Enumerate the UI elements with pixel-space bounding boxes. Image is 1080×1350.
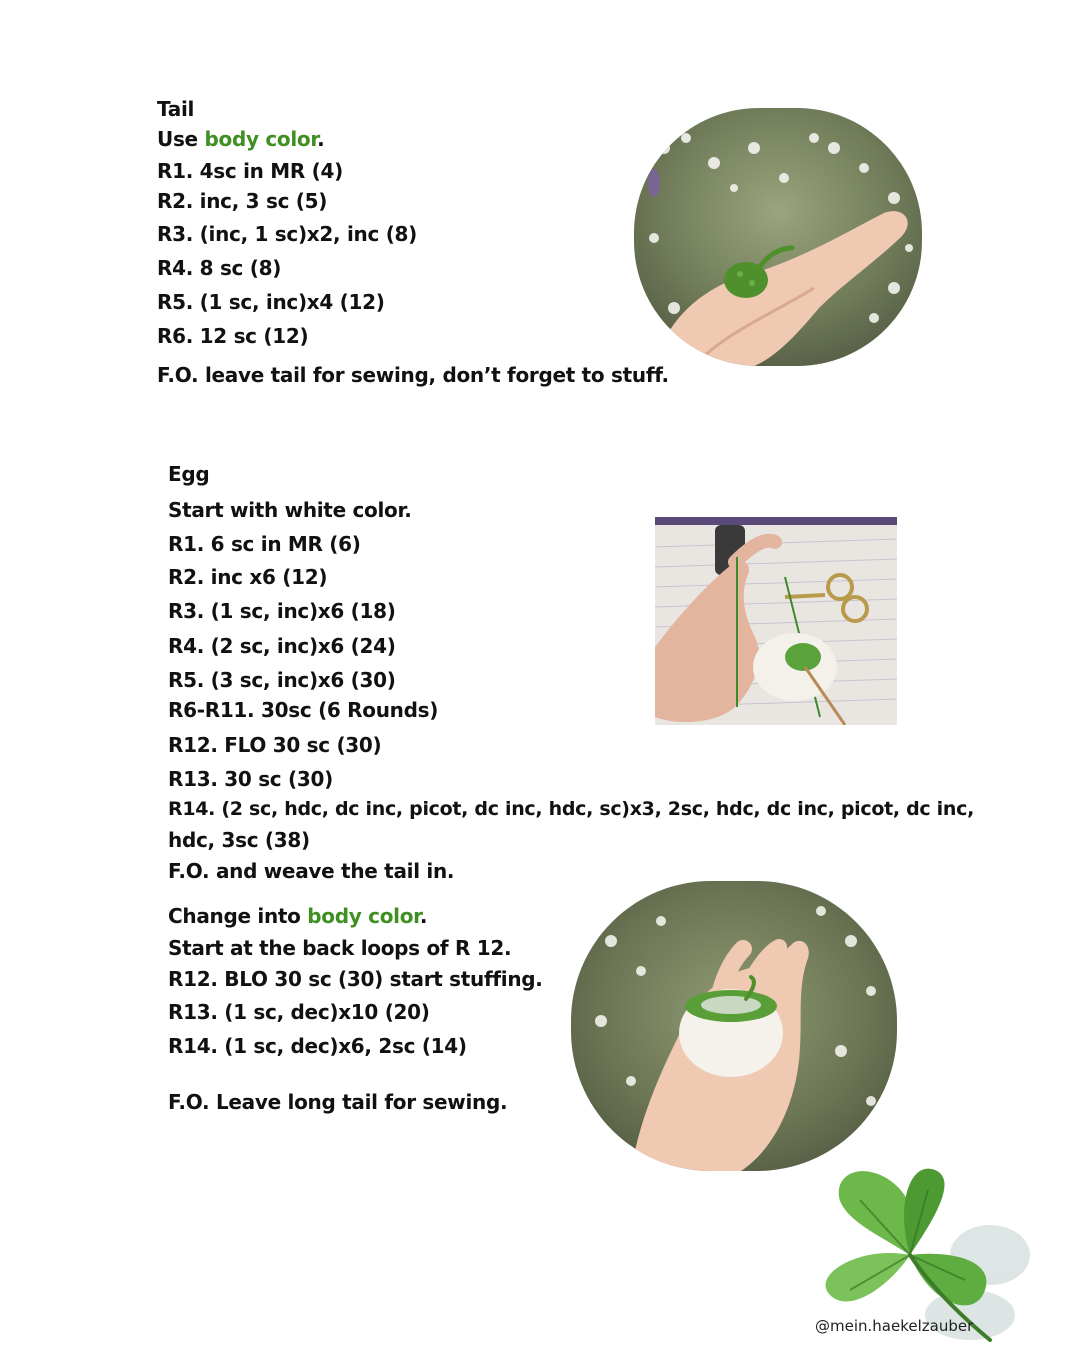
- egg-row: R2. inc x6 (12): [168, 565, 328, 589]
- egg-title: Egg: [168, 462, 210, 486]
- body-start: Start at the back loops of R 12.: [168, 936, 512, 960]
- egg-row: R5. (3 sc, inc)x6 (30): [168, 668, 396, 692]
- tail-use-prefix: Use: [157, 127, 205, 151]
- change-color-line: [168, 903, 427, 929]
- egg-row: R13. 30 sc (30): [168, 767, 333, 791]
- body-row: R14. (1 sc, dec)x6, 2sc (14): [168, 1034, 467, 1058]
- body-photo-image: [571, 881, 897, 1171]
- tail-row: R2. inc, 3 sc (5): [157, 189, 328, 213]
- body-row: R12. BLO 30 sc (30) start stuffing.: [168, 967, 543, 991]
- tail-row: R6. 12 sc (12): [157, 324, 309, 348]
- egg-row-14-line2: hdc, 3sc (38): [168, 828, 310, 852]
- body-photo: [571, 881, 897, 1171]
- credit-handle: @mein.haekelzauber: [815, 1317, 974, 1335]
- tail-title: Tail: [157, 97, 195, 121]
- tail-row: R3. (inc, 1 sc)x2, inc (8): [157, 222, 417, 246]
- tail-use-line: [157, 126, 324, 152]
- tail-photo: [634, 108, 922, 366]
- egg-row: R12. FLO 30 sc (30): [168, 733, 382, 757]
- tail-use-suffix: .: [317, 127, 325, 151]
- change-prefix: Change into: [168, 904, 308, 928]
- tail-finish: F.O. leave tail for sewing, don’t forget to stuff.: [157, 363, 669, 387]
- tail-row: R4. 8 sc (8): [157, 256, 282, 280]
- change-suffix: .: [419, 904, 428, 928]
- egg-row: R1. 6 sc in MR (6): [168, 532, 361, 556]
- egg-row: R6-R11. 30sc (6 Rounds): [168, 698, 439, 722]
- egg-photo-image: [655, 517, 897, 725]
- tail-row: R5. (1 sc, inc)x4 (12): [157, 290, 385, 314]
- egg-start: Start with white color.: [168, 498, 412, 522]
- body-row: R13. (1 sc, dec)x10 (20): [168, 1000, 430, 1024]
- tail-body-color: body color: [204, 127, 318, 151]
- egg-row: R4. (2 sc, inc)x6 (24): [168, 634, 396, 658]
- egg-row: R3. (1 sc, inc)x6 (18): [168, 599, 396, 623]
- egg-photo: [655, 517, 897, 725]
- tail-photo-image: [634, 108, 922, 366]
- body-finish: F.O. Leave long tail for sewing.: [168, 1090, 508, 1114]
- egg-row-14-line1: R14. (2 sc, hdc, dc inc, picot, dc inc, hdc, sc)x3, 2sc, hdc, dc inc, picot, dc inc,: [168, 798, 975, 820]
- tail-row: R1. 4sc in MR (4): [157, 159, 343, 183]
- egg-finish: F.O. and weave the tail in.: [168, 859, 455, 883]
- change-body-color: body color: [307, 904, 420, 928]
